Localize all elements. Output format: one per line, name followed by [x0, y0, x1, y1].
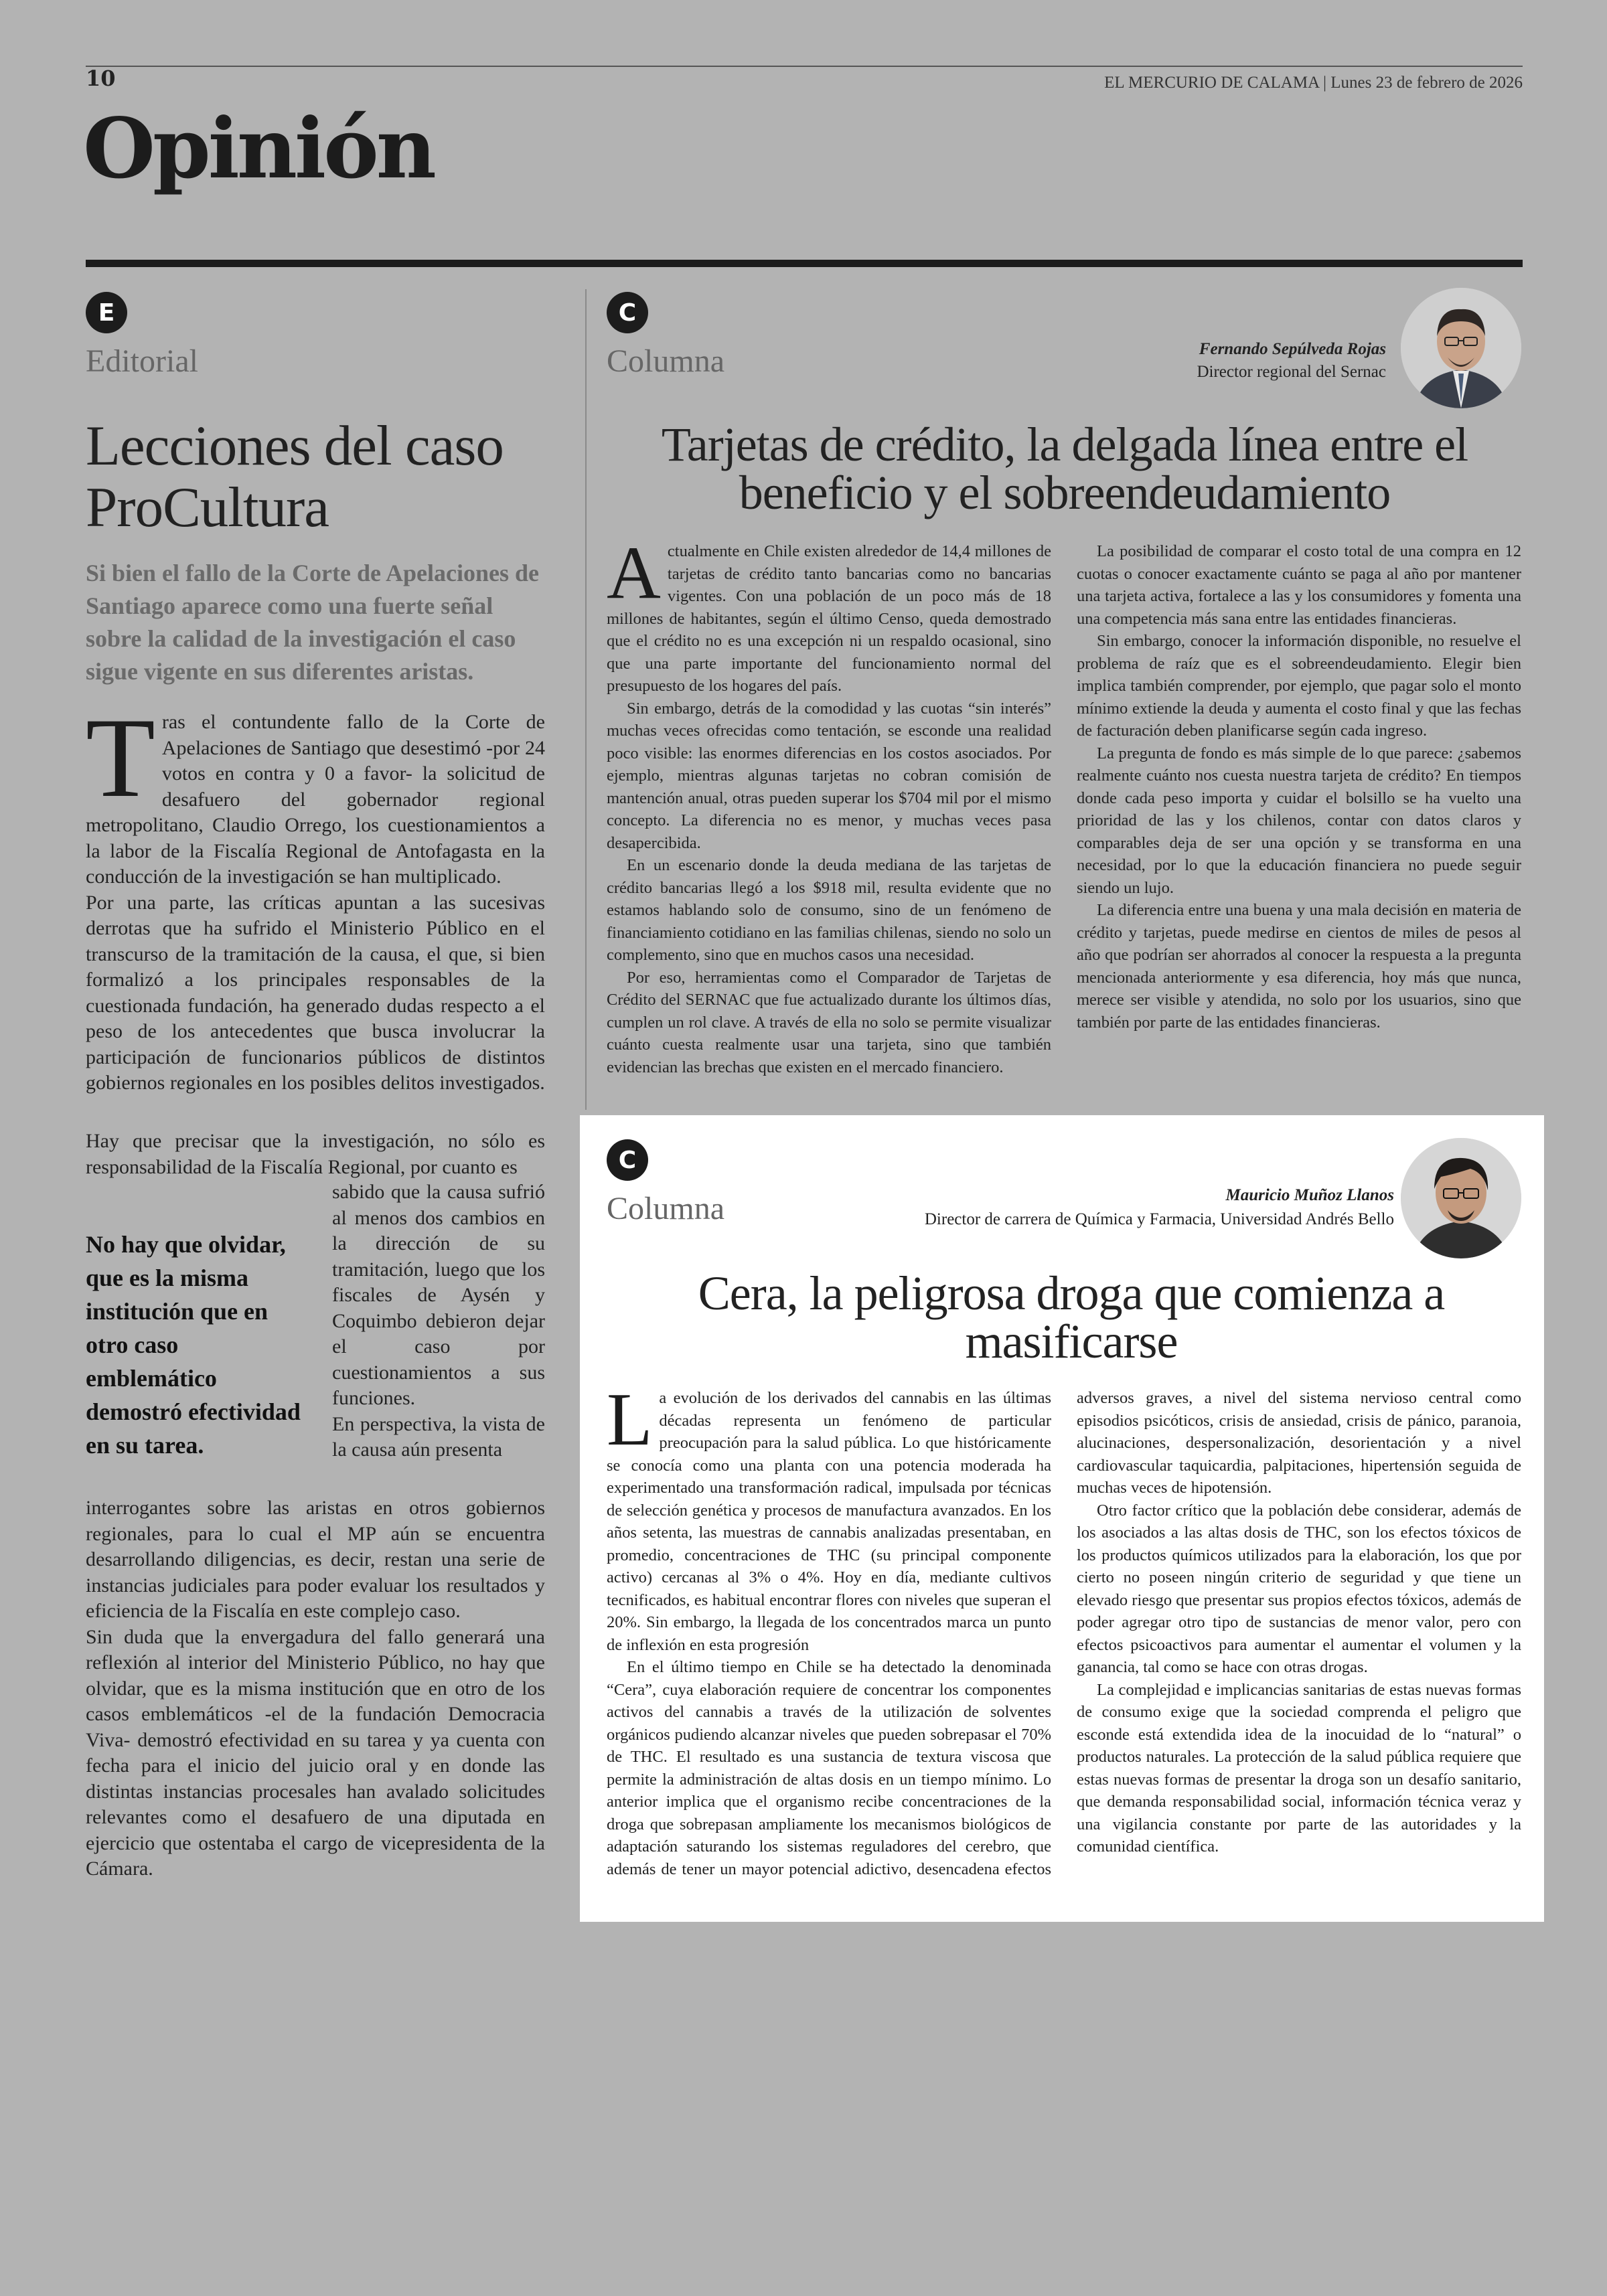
column2-paragraph: La complejidad e implicancias sanitarias de estas nuevas formas de consumo exige que la sociedad comprenda el peligro que esconde está extendida idea de la inocuidad de lo “natural” o productos naturales. La protección de la salud pública requiere que estas nuevas formas de presentar la droga son un desafío sanitario, que demanda responsabilidad social, información técnica veraz y una vigilancia constante por parte de las autoridades y la comunidad científica. [1077, 1680, 1521, 1856]
editorial-paragraph: sabido que la causa sufrió al menos dos cambios en la dirección de su tramitación, luego que los fiscales de Aysén y Coquimbo debieron dejar el caso por cuestionamientos a sus funciones. [332, 1181, 545, 1409]
editorial-paragraph: Por una parte, las críticas apuntan a las sucesivas derrotas que ha sufrido el Ministerio Público en el transcurso de la tramitación de la causa, el que, si bien formalizó a los principales responsables de la cuestionada fundación, ha generado dudas respecto a el peso de los antecedentes que busca involucrar la participación de funcionarios públicos de distintos gobiernos regionales en los posibles delitos investigados. [86, 891, 545, 1094]
editorial-body-side [332, 1179, 545, 1463]
column1-paragraph: Por eso, herramientas como el Comparador de Tarjetas de Crédito del SERNAC que fue actualizado durante los últimos días, cumplen un rol clave. A través de ella no solo se permite visualizar cuánto cuesta realmente usar una tarjeta, sino que también evidencian las brechas que existen en el mercado financiero. [607, 968, 1051, 1076]
top-rule [86, 66, 1523, 67]
page-number: 10 [86, 66, 116, 91]
column2-author-name: Mauricio Muñoz Llanos [1225, 1186, 1394, 1204]
editorial-dropcap: T [86, 695, 155, 821]
editorial-paragraph: Tras el contundente fallo de la Corte de Apelaciones de Santiago que desestimó -por 24 votos en contra y 0 a favor- la solicitud de desafuero del gobernador regional metropolitano, Claudio Orrego, los cuestionamientos a la labor de la Fiscalía Regional de Antofagasta en la conducción de la investigación se han multiplicado. [86, 695, 545, 888]
column1-body [607, 531, 1521, 1102]
column1-author-role: Director regional del Sernac [1197, 363, 1386, 381]
column1-paragraph: La posibilidad de comparar el costo total de una compra en 12 cuotas o conocer exactamente cuánto se paga al año por mantener una tarjeta activa, fortalece a las y los consumidores y fomenta una una competencia más sana entre las entidades financieras. [1077, 542, 1521, 628]
column2-dropcap: L [607, 1378, 653, 1461]
editorial-badge-icon: E [86, 292, 127, 333]
column2-body [607, 1378, 1522, 1916]
column1-paragraph: La diferencia entre una buena y una mala decisión en materia de crédito y tarjetas, puede medirse en cientos de miles de pesos al año que podrían ser ahorrados al conocer la respuesta a la pregunta mencionada anteriormente y esa diferencia, hoy más que nunca, merece ser visible y atendida, no solo por los usuarios, sino que también por parte de las entidades financieras. [1077, 901, 1521, 1032]
editorial-kicker: Editorial [86, 343, 198, 379]
column1-author-name: Fernando Sepúlveda Rojas [1199, 340, 1386, 358]
column-divider [585, 289, 587, 1110]
editorial-body-top [86, 695, 545, 1096]
column1-paragraph: La pregunta de fondo es más simple de lo que parece: ¿sabemos realmente cuánto nos cuesta nuestra tarjeta de crédito? En tiempos donde cada peso importa y cuidar el bolsillo se ha vuelto una prioridad de las y los chilenos, contar con datos claros y comparables deja de ser una opción y se transforma en una necesidad, por lo que la educación financiera no puede seguir siendo un lujo. [1077, 744, 1521, 897]
column1-kicker: Columna [607, 343, 724, 379]
author-portrait-icon [1401, 288, 1521, 408]
publication-date: Lunes 23 de febrero de 2026 [1330, 74, 1523, 92]
section-rule [86, 260, 1523, 267]
editorial-headline: Lecciones del caso ProCultura [86, 414, 504, 539]
column1-paragraph: Sin embargo, conocer la información disponible, no resuelve el problema de raíz que es el sobreendeudamiento. Elegir bien implica también comprender, por ejemplo, que pagar solo el monto mínimo extiende la deuda y aumenta el costo final y que las fechas de facturación deben planificarse según cada ingreso. [1077, 632, 1521, 740]
column1-author-photo [1401, 288, 1521, 408]
editorial-paragraph: Sin duda que la envergadura del fallo generará una reflexión al interior del Ministerio Público, no hay que olvidar, que es la misma institución que en otro de los casos emblemáticos -el de la fundación Democracia Viva- demostró efectividad en su tarea y ya cuenta con fecha para el inicio del juicio oral y en donde las distintas instancias procesales han avalado solicitudes relevantes como el desafuero de una diputada en ejercicio que ostentaba el cargo de vicepresidenta de la Cámara. [86, 1625, 545, 1880]
publication-name: EL MERCURIO DE CALAMA [1104, 74, 1319, 92]
column2-badge-icon: C [607, 1139, 648, 1181]
column2-paragraph: Otro factor crítico que la población debe considerar, además de los asociados a las altas dosis de THC, son los efectos tóxicos de los productos químicos utilizados para la elaboración, los que por cierto no poseen ningún criterio de seguridad y que tiene un elevado riesgo que presentar sus propios efectos tóxicos, además de poder agregar otro tipo de sustancias de menor valor, pero con efectos psicoactivos para aumentar el aumentar el volumen y la ganancia, tal como se hace con otras drogas. [1077, 1501, 1522, 1676]
column1-dropcap: A [607, 531, 661, 614]
editorial-paragraph: Hay que precisar que la investigación, no sólo es responsabilidad de la Fiscalía Regional, por cuanto es [86, 1130, 545, 1178]
column1-paragraph: Sin embargo, detrás de la comodidad y las cuotas “sin interés” muchas veces ofrecidas como tentación, se esconde una realidad poco visible: las enormes diferencias en los costos asociados. Por ejemplo, mientras algunas tarjetas no cobran comisión de mantención anual, otras pueden superar los $704 mil por el mismo concepto. La diferencia no es menor, y muchas veces pasa desapercibida. [607, 699, 1051, 852]
column2-paragraph: La evolución de los derivados del cannabis en las últimas décadas representa un fenómeno de particular preocupación para la salud pública. Lo que históricamente se conocía como una planta con una potencia moderada ha experimentado una transformación radical, impulsada por técnicas de selección genética y procesos de manufactura avanzados. En los años setenta, las muestras de cannabis analizadas presentaban, en promedio, concentraciones de THC (su principal componente activo) cercanas al 3% o 4%. Hoy en día, mediante cultivos tecnificados, es habitual encontrar flores con niveles que superan el 20%. Sin embargo, la llegada de los concentrados marca un punto de inflexión en esta progresión [607, 1378, 1051, 1654]
column2-author-role: Director de carrera de Química y Farmacia, Universidad Andrés Bello [924, 1210, 1394, 1228]
column2-headline: Cera, la peligrosa droga que comienza a masificarse [698, 1266, 1445, 1368]
editorial-pullquote: No hay que olvidar, que es la misma institución que en otro caso emblemático demostró efectividad en su tarea. [86, 1231, 301, 1459]
section-title: Opinión [83, 100, 434, 197]
column1-headline: Tarjetas de crédito, la delgada línea entre el beneficio y el sobreendeudamiento [661, 418, 1468, 519]
column2-kicker: Columna [607, 1191, 724, 1226]
column1-paragraph: En un escenario donde la deuda mediana de las tarjetas de crédito bancarias llegó a los $918 mil, resulta evidente que no estamos hablando solo de consumo, sino de un fenómeno de financiamiento cotidiano en las familias chilenas, siendo no solo un complemento, sino que en muchos casos una necesidad. [607, 856, 1051, 964]
editorial-body-bottom [86, 1495, 545, 1882]
editorial-body-mid [86, 1129, 545, 1180]
editorial-paragraph: En perspectiva, la vista de la causa aún presenta [332, 1412, 545, 1461]
column1-badge-icon: C [607, 292, 648, 333]
publication-line: EL MERCURIO DE CALAMA | Lunes 23 de febrero de 2026 [1104, 74, 1523, 92]
author-portrait-icon [1401, 1138, 1521, 1258]
editorial-lead: Si bien el fallo de la Corte de Apelaciones de Santiago aparece como una fuerte señal sobre la calidad de la investigación el caso sigue vigente en sus diferentes aristas. [86, 560, 539, 685]
column2-paragraph: En el último tiempo en Chile se ha detectado la denominada “Cera”, cuya elaboración requiere de concentrar los componentes activos del cannabis a través de la utilización de solventes orgánicos pudiendo alcanzar niveles que pueden sobrepasar el 70% de THC. El resultado es una sustancia de textura viscosa que permite la administración de altas dosis en un tiempo mínimo. Lo anterior implica que el organismo recibe concentraciones de la droga que sobrepasan ampliamente los mecanismos biológicos de adaptación saturando los sistemas reguladores del cerebro, que además de tener un mayor potencial adictivo, desencadena efectos adversos graves, a nivel del sistema nervioso central como episodios psicóticos, crisis de ansiedad, crisis de pánico, paranoia, alucinaciones, despersonalización, desorientación y a nivel cardiovascular taquicardia, palpitaciones, hipertensión seguida de muchas veces de hipotensión. [607, 1389, 1521, 1878]
column2-author-photo [1401, 1138, 1521, 1258]
column1-paragraph: Actualmente en Chile existen alrededor de 14,4 millones de tarjetas de crédito tanto bancarias como no bancarias vigentes. Con una población de un poco más de 18 millones de habitantes, según el último Censo, queda demostrado que el crédito no es una excepción ni un respaldo ocasional, sino que una parte importante del funcionamiento normal del presupuesto de los hogares del país. [607, 531, 1051, 695]
editorial-paragraph: interrogantes sobre las aristas en otros gobiernos regionales, para lo cual el MP aún se encuentra desarrollando diligencias, es decir, restan una serie de instancias judiciales para poder evaluar los resultados y eficiencia de la Fiscalía en este complejo caso. [86, 1497, 545, 1622]
